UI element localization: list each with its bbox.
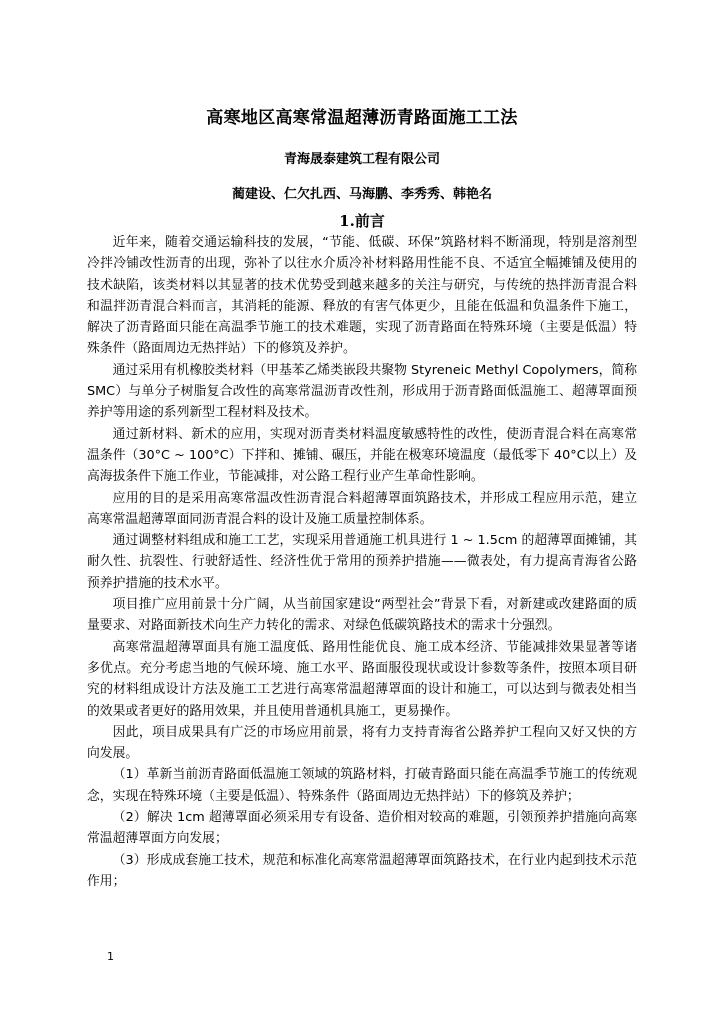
- page-number: 1: [107, 950, 114, 963]
- paragraph: 应用的目的是采用高寒常温改性沥青混合料超薄罩面筑路技术，并形成工程应用示范，建立高寒常温超薄罩面同沥青混合料的设计及施工质量控制体系。: [87, 490, 637, 527]
- body-text: [87, 232, 637, 892]
- list-item: （2）解决 1cm 超薄罩面必须采用专有设备、造价相对较高的难题，引领预养护措施向高寒常温超薄罩面方向发展；: [87, 810, 637, 847]
- section-heading: 1.前言: [339, 212, 385, 230]
- paragraph: 高寒常温超薄罩面具有施工温度低、路用性能优良、施工成本经济、节能减排效果显著等诸多优点。充分考虑当地的气候环境、施工水平、路面服役现状或设计参数等条件，按照本项目研究的材料组成设计方法及施工工艺进行高寒常温超薄罩面的设计和施工，可以达到与微表处相当的效果或者更好的路用效果，并且使用普通机具施工，更易操作。: [87, 639, 637, 719]
- paragraph: 通过新材料、新术的应用，实现对沥青类材料温度敏感特性的改性，使沥青混合料在高寒常温条件（30°C ~ 100°C）下拌和、摊铺、碾压，并能在极寒环境温度（最低零下 40°C以上）及高海拔条件下施工作业，节能减排，对公路工程行业产生革命性影响。: [87, 426, 637, 485]
- company-name: 青海晟泰建筑工程有限公司: [283, 152, 440, 167]
- document-title: 高寒地区高寒常温超薄沥青路面施工工法: [206, 108, 518, 128]
- paragraph: 近年来，随着交通运输科技的发展，“节能、低碳、环保”筑路材料不断涌现，特别是溶剂型冷拌冷铺改性沥青的出现，弥补了以往水介质冷补材料路用性能不良、不适宜全幅摊铺及使用的技术缺陷，该类材料以其显著的技术优势受到越来越多的关注与研究，与传统的热拌沥青混合料和温拌沥青混合料而言，其消耗的能源、释放的有害气体更少，且能在低温和负温条件下施工，解决了沥青路面只能在高温季节施工的技术难题，实现了沥青路面在特殊环境（主要是低温）特殊条件（路面周边无热拌站）下的修筑及养护。: [87, 235, 637, 357]
- paragraph: 通过调整材料组成和施工工艺，实现采用普通施工机具进行 1 ~ 1.5cm 的超薄罩面摊铺，其耐久性、抗裂性、行驶舒适性、经济性优于常用的预养护措施——微表处，有力提高青海省公路预养护措施的技术水平。: [87, 533, 637, 591]
- author-list: 蔺建设、仁欠扎西、马海鹏、李秀秀、韩艳名: [231, 187, 492, 202]
- paragraph: 因此，项目成果具有广泛的市场应用前景，将有力支持青海省公路养护工程向又好又快的方向发展。: [87, 724, 637, 762]
- paragraph: 通过采用有机橡胶类材料（甲基苯乙烯类嵌段共聚物 Styreneic Methyl Copolymers，简称 SMC）与单分子树脂复合改性的高寒常温沥青改性剂，形成用于沥青路面低温施工、超薄罩面预养护等用途的系列新型工程材料及技术。: [87, 362, 637, 421]
- paragraph: 项目推广应用前景十分广阔，从当前国家建设“两型社会”背景下看，对新建或改建路面的质量要求、对路面新技术向生产力转化的需求、对绿色低碳筑路技术的需求十分强烈。: [87, 597, 637, 634]
- list-item: （3）形成成套施工技术，规范和标准化高寒常温超薄罩面筑路技术，在行业内起到技术示范作用；: [87, 852, 637, 889]
- list-item: （1）革新当前沥青路面低温施工领域的筑路材料，打破青路面只能在高温季节施工的传统观念，实现在特殊环境（主要是低温）、特殊条件（路面周边无热拌站）下的修筑及养护；: [87, 767, 637, 804]
